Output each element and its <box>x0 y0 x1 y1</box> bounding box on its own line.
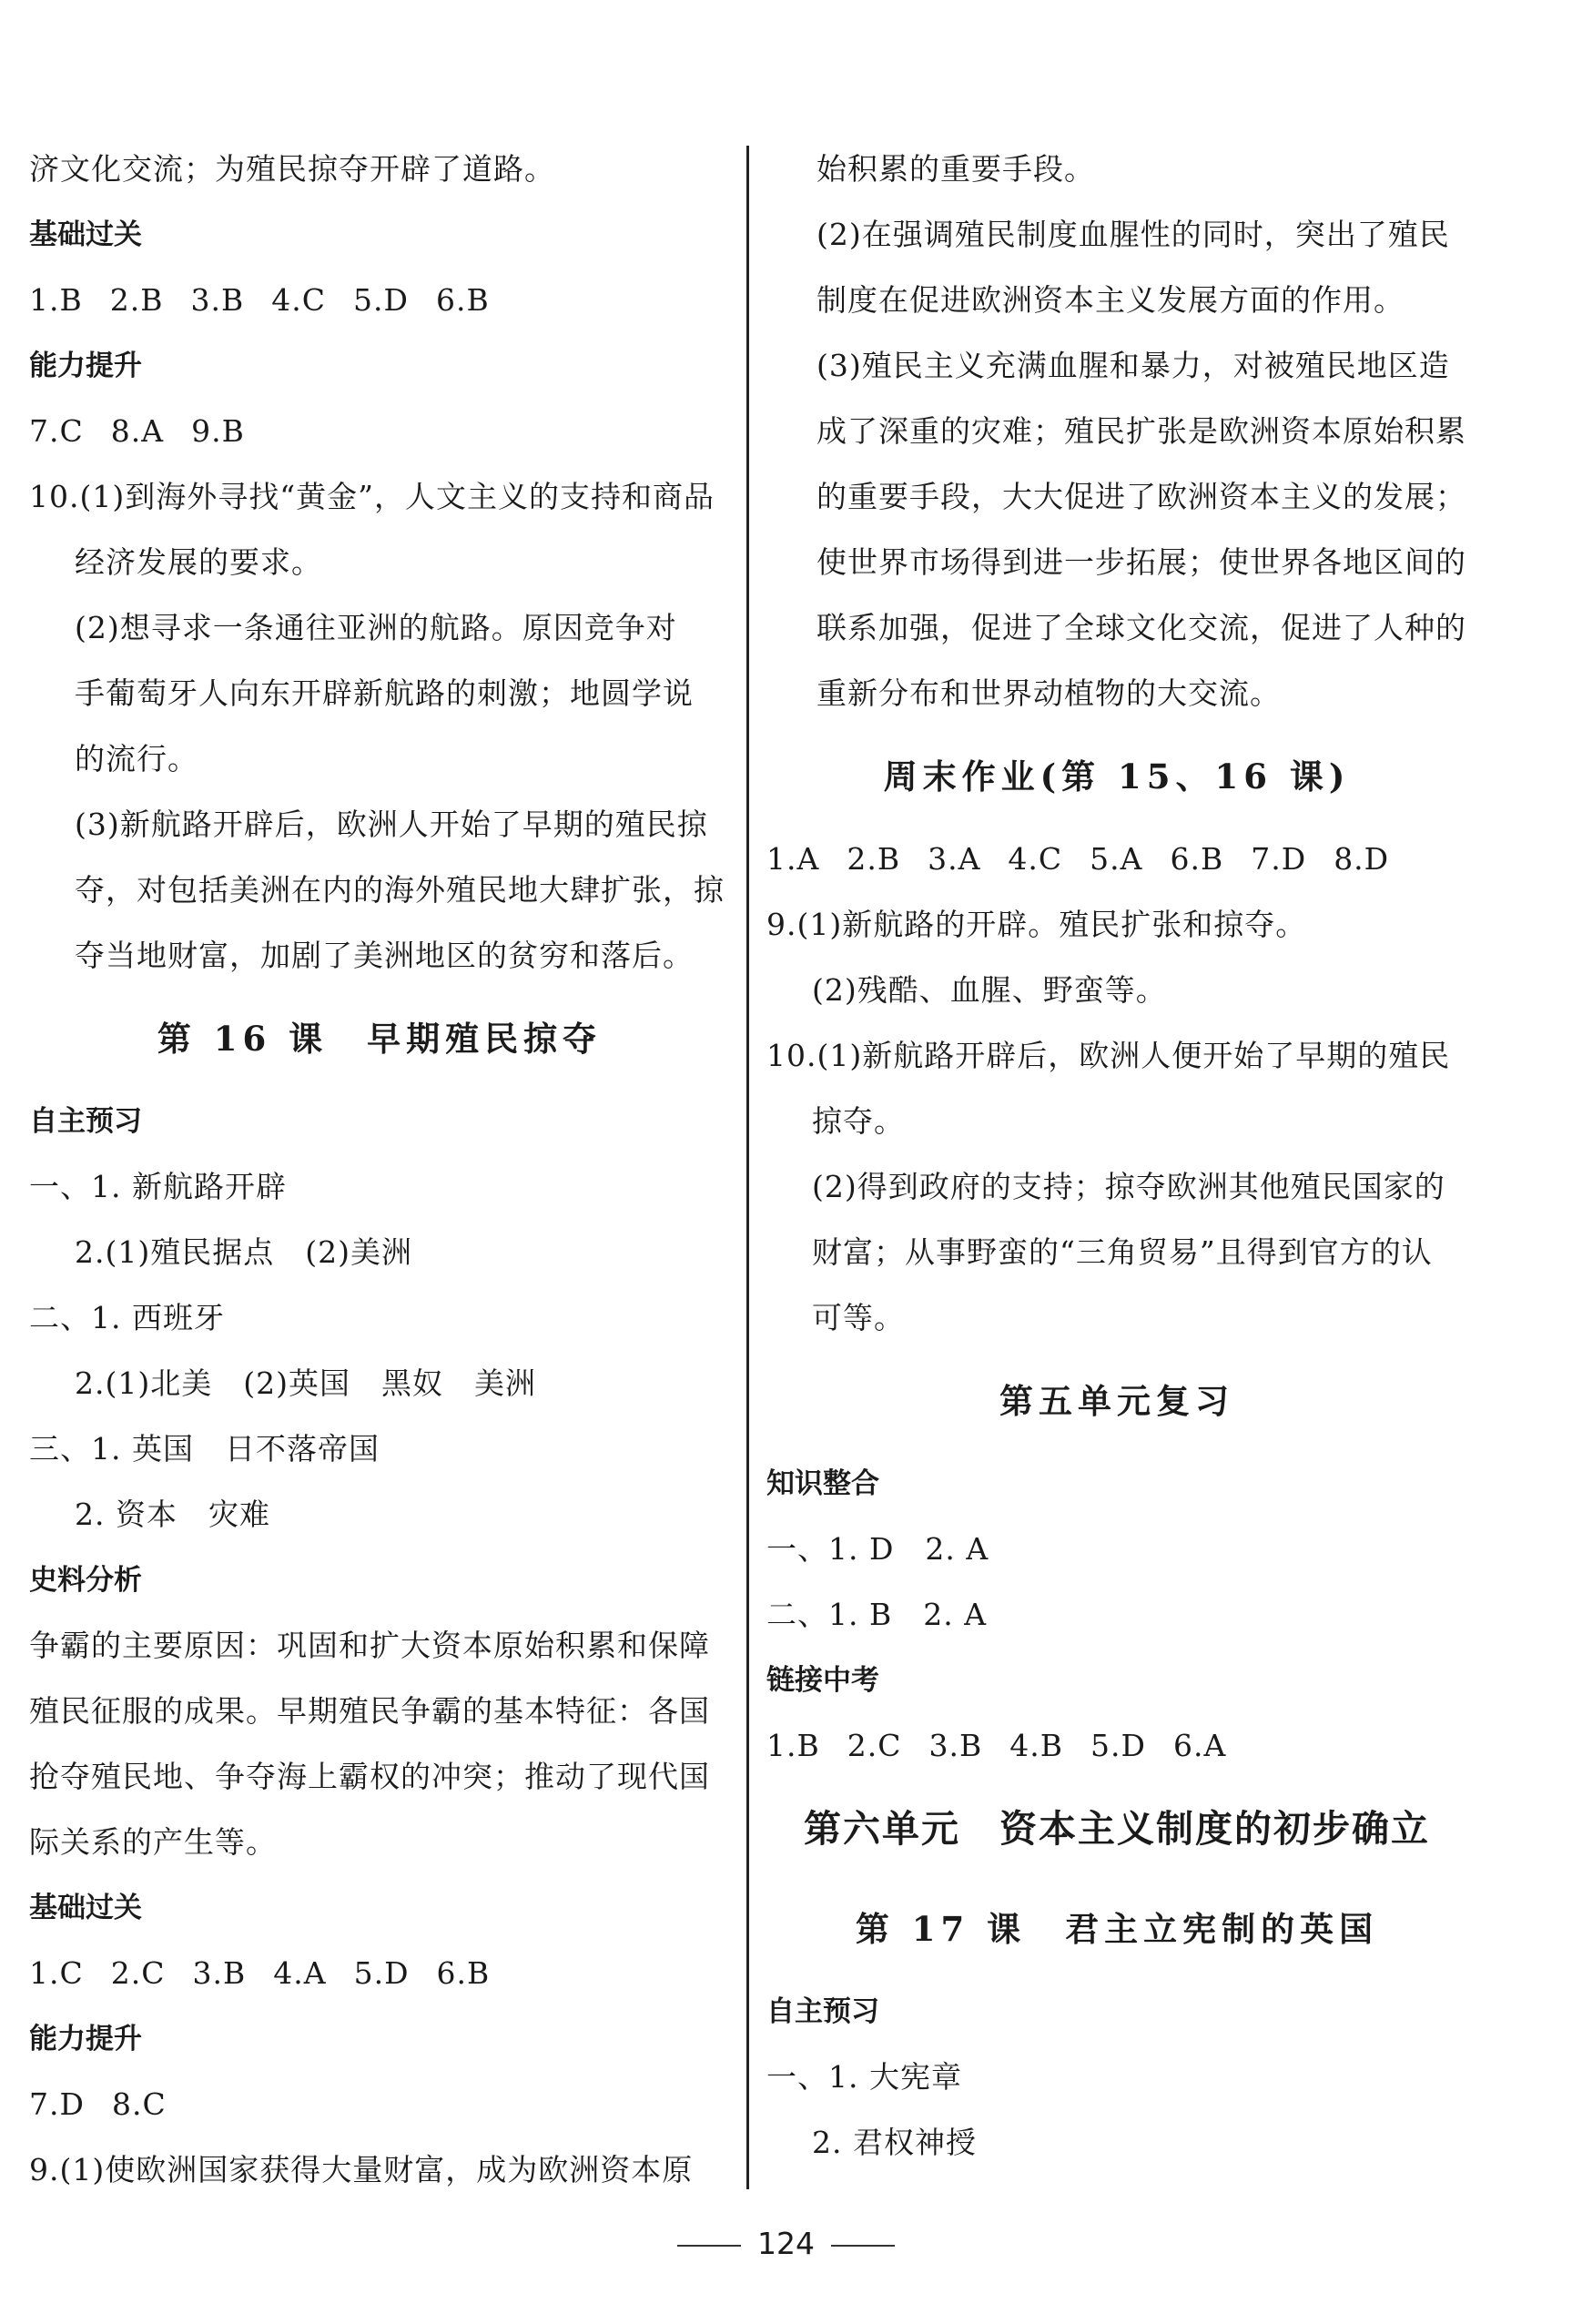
answer: 6.A <box>1172 1728 1227 1763</box>
answer: 4.C <box>271 282 326 318</box>
review-title: 第五单元复习 <box>999 1381 1234 1421</box>
right-column <box>766 137 1467 2176</box>
answer: 6.B <box>1170 841 1224 877</box>
answer: 7.D <box>29 2086 85 2122</box>
text-line: 的重要手段，大大促进了欧洲资本主义的发展； <box>816 479 1466 514</box>
text-line: 抢夺殖民地、争夺海上霸权的冲突；推动了现代国 <box>29 1759 710 1794</box>
answer: 8.C <box>111 2086 167 2122</box>
text-line: 联系加强，促进了全球文化交流，促进了人种的 <box>816 610 1466 645</box>
text-line: 9.(1)使欧洲国家获得大量财富，成为欧洲资本原 <box>29 2152 694 2187</box>
weekend-title: 周末作业(第 15、16 课) <box>883 756 1351 797</box>
lesson-title: 第 16 课 早期殖民掠夺 <box>157 1019 603 1059</box>
answer: 2.B <box>847 841 901 877</box>
text-line: 使世界市场得到进一步拓展；使世界各地区间的 <box>816 544 1466 580</box>
answer: 3.A <box>928 841 981 877</box>
section-heading-preview: 自主预习 <box>766 1995 879 2028</box>
answer: 1.A <box>766 841 820 877</box>
page-footer <box>0 2226 1572 2261</box>
answer: 4.C <box>1008 841 1063 877</box>
answer: 3.B <box>192 1955 247 1991</box>
lesson-title: 第 17 课 君主立宪制的英国 <box>855 1909 1379 1949</box>
answer-row-ability <box>29 2072 730 2137</box>
text-line: 手葡萄牙人向东开辟新航路的刺激；地圆学说 <box>75 675 694 711</box>
text-line: 二、1. B 2. A <box>766 1597 988 1632</box>
text-line: 一、1. 大宪章 <box>766 2059 962 2095</box>
text-line: 9.(1)新航路的开辟。殖民扩张和掠夺。 <box>766 907 1307 942</box>
text-line: 2.(1)殖民据点 (2)美洲 <box>75 1234 412 1270</box>
answer: 5.D <box>353 282 409 318</box>
text-line: 可等。 <box>812 1300 905 1335</box>
text-line: 夺，对包括美洲在内的海外殖民地大肆扩张，掠 <box>75 872 725 908</box>
footer-rule <box>677 2245 741 2247</box>
section-heading-exam: 链接中考 <box>766 1664 879 1697</box>
answer: 5.D <box>1090 1728 1146 1763</box>
section-heading-source: 史料分析 <box>29 1564 142 1597</box>
text-line: 始积累的重要手段。 <box>816 151 1095 187</box>
text-line: 夺当地财富，加剧了美洲地区的贫穷和落后。 <box>75 938 694 973</box>
answer: 4.A <box>273 1955 327 1991</box>
answer: 2.C <box>847 1728 902 1763</box>
text-line: (2)得到政府的支持；掠夺欧洲其他殖民国家的 <box>812 1169 1445 1204</box>
text-line: 的流行。 <box>75 741 198 776</box>
left-column <box>29 137 730 2203</box>
section-heading-basic: 基础过关 <box>29 218 142 251</box>
text-line: (2)在强调殖民制度血腥性的同时，突出了殖民 <box>816 217 1450 252</box>
text-line: 2. 资本 灾难 <box>75 1497 270 1532</box>
text-line: 重新分布和世界动植物的大交流。 <box>816 675 1281 711</box>
page-number: 124 <box>757 2226 815 2261</box>
text-line: 10.(1)到海外寻找“黄金”，人文主义的支持和商品 <box>29 479 715 514</box>
answer: 1.B <box>766 1728 820 1763</box>
text-line: 财富；从事野蛮的“三角贸易”且得到官方的认 <box>812 1234 1433 1270</box>
answer: 9.B <box>191 413 245 449</box>
section-heading-basic: 基础过关 <box>29 1892 142 1924</box>
text-line: 三、1. 英国 日不落帝国 <box>29 1431 380 1466</box>
text-line: (3)新航路开辟后，欧洲人开始了早期的殖民掠 <box>75 807 708 842</box>
text-line: 经济发展的要求。 <box>75 544 322 580</box>
answer: 3.B <box>928 1728 983 1763</box>
unit-title: 第六单元 资本主义制度的初步确立 <box>804 1807 1430 1851</box>
answer-row-ability <box>29 399 730 464</box>
section-heading-ability: 能力提升 <box>29 350 142 382</box>
text-line: 制度在促进欧洲资本主义发展方面的作用。 <box>816 282 1405 318</box>
text-line: 一、1. D 2. A <box>766 1531 989 1567</box>
text-line: 殖民征服的成果。早期殖民争霸的基本特征：各国 <box>29 1693 710 1729</box>
answer: 6.B <box>435 282 490 318</box>
answer: 1.C <box>29 1955 84 1991</box>
text-line: (2)想寻求一条通往亚洲的航路。原因竞争对 <box>75 610 677 645</box>
text-line: (2)残酷、血腥、野蛮等。 <box>812 972 1167 1008</box>
answer: 4.B <box>1009 1728 1063 1763</box>
text-line: (3)殖民主义充满血腥和暴力，对被殖民地区造 <box>816 348 1450 383</box>
answer: 7.D <box>1251 841 1307 877</box>
text-line: 10.(1)新航路开辟后，欧洲人便开始了早期的殖民 <box>766 1038 1451 1073</box>
section-heading-knowledge: 知识整合 <box>766 1467 879 1500</box>
answer: 5.D <box>353 1955 410 1991</box>
answer: 8.A <box>110 413 165 449</box>
footer-rule <box>831 2245 895 2247</box>
answer: 8.D <box>1334 841 1390 877</box>
text-line: 二、1. 西班牙 <box>29 1300 225 1335</box>
text-line: 2. 君权神授 <box>812 2125 977 2160</box>
answer: 6.B <box>436 1955 491 1991</box>
section-heading-ability: 能力提升 <box>29 2023 142 2055</box>
answer: 2.C <box>110 1955 166 1991</box>
text-line: 一、1. 新航路开辟 <box>29 1169 287 1204</box>
text-line: 济文化交流；为殖民掠夺开辟了道路。 <box>29 151 555 187</box>
answer-row-weekend <box>766 827 1467 892</box>
column-divider <box>746 146 749 2189</box>
answer-row-basic <box>29 1941 730 2006</box>
text-line: 成了深重的灾难；殖民扩张是欧洲资本原始积累 <box>816 413 1466 449</box>
text-line: 际关系的产生等。 <box>29 1824 277 1860</box>
answer-row-exam <box>766 1713 1467 1779</box>
answer: 7.C <box>29 413 84 449</box>
answer: 3.B <box>190 282 245 318</box>
answer: 1.B <box>29 282 83 318</box>
answer-row-basic <box>29 268 730 333</box>
answer: 2.B <box>109 282 164 318</box>
text-line: 2.(1)北美 (2)英国 黑奴 美洲 <box>75 1365 536 1401</box>
text-line: 争霸的主要原因：巩固和扩大资本原始积累和保障 <box>29 1628 710 1663</box>
section-heading-preview: 自主预习 <box>29 1105 142 1138</box>
answer: 5.A <box>1090 841 1143 877</box>
text-line: 掠夺。 <box>812 1103 905 1139</box>
